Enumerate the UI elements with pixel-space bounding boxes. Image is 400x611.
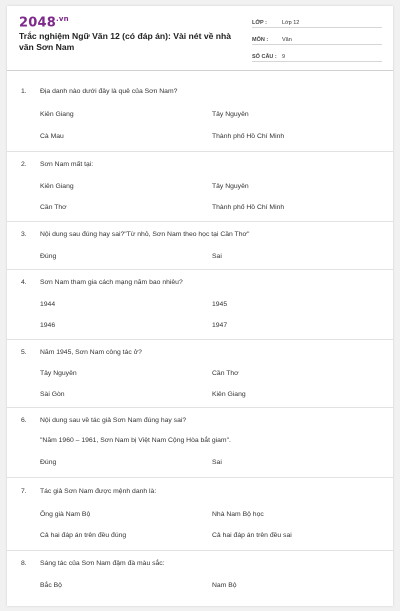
quiz-meta bbox=[252, 14, 382, 65]
answer-option[interactable]: 1946 bbox=[40, 322, 56, 329]
question-text: Sáng tác của Sơn Nam đậm đà màu sắc: bbox=[40, 560, 165, 567]
question-1 bbox=[7, 76, 393, 152]
answer-option[interactable]: Sài Gòn bbox=[40, 391, 65, 398]
answer-option[interactable]: Sai bbox=[212, 253, 222, 260]
meta-value: Văn bbox=[282, 37, 292, 43]
meta-value: Lớp 12 bbox=[282, 20, 300, 26]
question-4 bbox=[7, 270, 393, 340]
meta-row-class bbox=[252, 14, 382, 28]
answer-option[interactable]: 1945 bbox=[212, 301, 228, 308]
answer-option[interactable]: Bắc Bộ bbox=[40, 582, 62, 589]
meta-label: LỚP : bbox=[252, 20, 267, 26]
question-number: 8. bbox=[21, 560, 27, 567]
question-8 bbox=[7, 551, 393, 611]
question-text: Sơn Nam tham gia cách mạng năm bao nhiêu? bbox=[40, 279, 183, 286]
question-text: Tác giả Sơn Nam được mệnh danh là: bbox=[40, 488, 157, 495]
answer-option[interactable]: Thành phố Hồ Chí Minh bbox=[212, 204, 285, 211]
question-number: 6. bbox=[21, 417, 27, 424]
answer-option[interactable]: Cần Thơ bbox=[212, 370, 239, 377]
question-text: Nội dung sau đúng hay sai?"Từ nhỏ, Sơn Nam theo học tại Cần Thơ" bbox=[40, 231, 250, 238]
answer-option[interactable]: Tây Nguyên bbox=[212, 111, 249, 118]
question-7 bbox=[7, 478, 393, 551]
question-number: 7. bbox=[21, 488, 27, 495]
question-text: Sơn Nam mất tại: bbox=[40, 161, 94, 168]
question-number: 2. bbox=[21, 161, 27, 168]
logo-text: 2048 bbox=[19, 15, 56, 31]
meta-value: 9 bbox=[282, 54, 286, 60]
question-number: 1. bbox=[21, 88, 27, 95]
question-5 bbox=[7, 340, 393, 408]
question-text: Năm 1945, Sơn Nam công tác ở? bbox=[40, 349, 142, 356]
answer-option[interactable]: Nhà Nam Bộ học bbox=[212, 511, 264, 518]
answer-option[interactable]: Cần Thơ bbox=[40, 204, 67, 211]
question-6 bbox=[7, 408, 393, 478]
meta-label: SỐ CÂU : bbox=[252, 54, 277, 60]
question-text: Nội dung sau về tác giả Sơn Nam đúng hay sai? bbox=[40, 417, 187, 424]
meta-row-count bbox=[252, 48, 382, 62]
question-list bbox=[7, 76, 393, 611]
answer-option[interactable]: Đúng bbox=[40, 253, 57, 260]
answer-option[interactable]: Cả hai đáp án trên đều đúng bbox=[40, 532, 127, 539]
answer-option[interactable]: 1944 bbox=[40, 301, 56, 308]
answer-option[interactable]: Thành phố Hồ Chí Minh bbox=[212, 133, 285, 140]
question-text: Địa danh nào dưới đây là quê của Sơn Nam? bbox=[40, 88, 178, 95]
answer-option[interactable]: Cả hai đáp án trên đều sai bbox=[212, 532, 292, 539]
question-number: 4. bbox=[21, 279, 27, 286]
question-2 bbox=[7, 152, 393, 222]
site-logo[interactable] bbox=[19, 15, 69, 30]
answer-option[interactable]: Tây Nguyên bbox=[212, 183, 249, 190]
quiz-title: Trắc nghiệm Ngữ Văn 12 (có đáp án): Vài nét về nhà văn Sơn Nam bbox=[19, 31, 232, 52]
answer-option[interactable]: Nam Bộ bbox=[212, 582, 237, 589]
answer-option[interactable]: Cà Mau bbox=[40, 133, 64, 140]
meta-label: MÔN : bbox=[252, 37, 269, 43]
answer-option[interactable]: Kiên Giang bbox=[212, 391, 246, 398]
meta-row-subject bbox=[252, 31, 382, 45]
answer-option[interactable]: Kiên Giang bbox=[40, 111, 74, 118]
answer-option[interactable]: Đúng bbox=[40, 459, 57, 466]
question-number: 5. bbox=[21, 349, 27, 356]
answer-option[interactable]: Kiên Giang bbox=[40, 183, 74, 190]
answer-option[interactable]: 1947 bbox=[212, 322, 228, 329]
answer-option[interactable]: Tây Nguyên bbox=[40, 370, 77, 377]
question-number: 3. bbox=[21, 231, 27, 238]
answer-option[interactable]: Ông già Nam Bộ bbox=[40, 511, 91, 518]
answer-option[interactable]: Sai bbox=[212, 459, 222, 466]
quiz-sheet bbox=[7, 6, 393, 606]
question-3 bbox=[7, 222, 393, 270]
quiz-header bbox=[7, 6, 393, 71]
logo-suffix: .vn bbox=[55, 15, 69, 23]
question-quote: "Năm 1960 – 1961, Sơn Nam bị Việt Nam Cộng Hòa bắt giam". bbox=[40, 437, 231, 444]
